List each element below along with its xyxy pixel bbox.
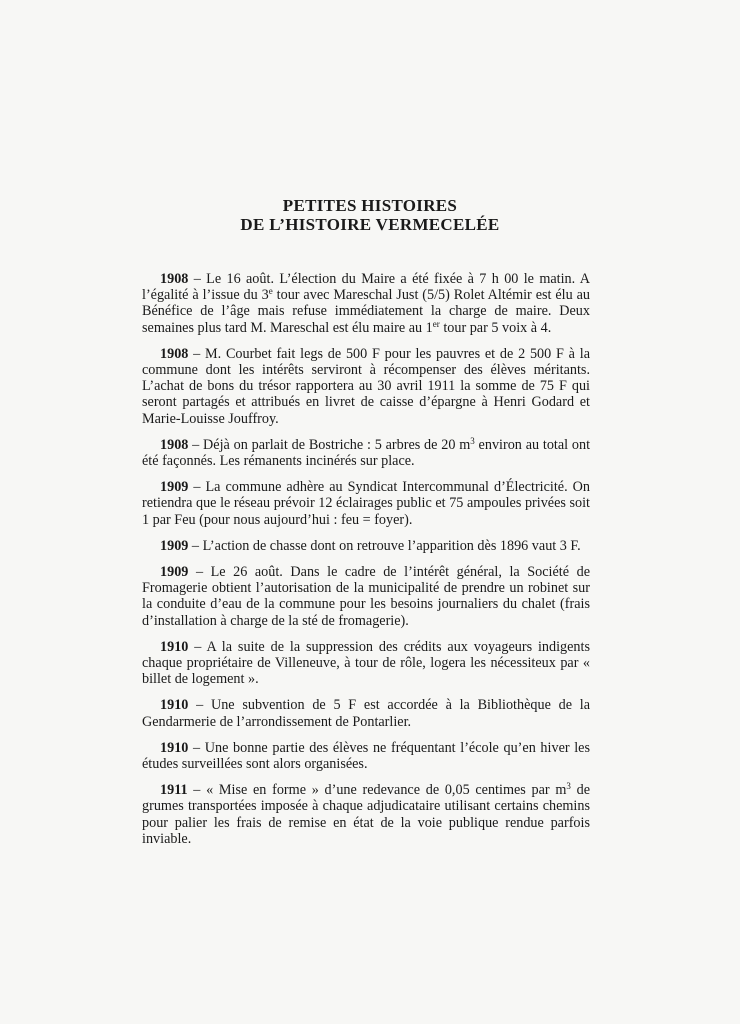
entry-text: – L’action de chasse dont on retrouve l’apparition dès 1896 vaut 3 F. (188, 537, 581, 554)
entry-text: tour avec Mareschal Just (5/5) Rolet Altémir est élu au Bénéfice de l’âge mais refuse immédiatement la charge de maire. Deux semaines plus tard M. Mareschal est élu maire au 1 (142, 287, 590, 336)
entry-text: environ au total ont été façonnés. Les rémanents incinérés sur place. (142, 436, 591, 470)
title-line-1: PETITES HISTOIRES (282, 196, 458, 215)
entry-paragraph (142, 740, 590, 772)
entry-year: 1908 (160, 345, 189, 362)
entry-text: tour par 5 voix à 4. (439, 319, 552, 336)
entry-text: – M. Courbet fait legs de 500 F pour les pauvres et de 2 500 F à la commune dont les intérêts serviront à récompenser des élèves méritants. L’achat de bons du trésor rapportera au 30 avril 1911 la somme de 75 F qui seront partagés et attribués en livret de caisse d’épargne à Henri Godard et Marie-Louisse Jouffroy. (142, 345, 590, 427)
entry-paragraph (142, 782, 590, 847)
entry-text: – Le 16 août. L’élection du Maire a été fixée à 7 h 00 le matin. A l’égalité à l’issue du 3 (142, 271, 590, 304)
entry-text: – A la suite de la suppression des crédits aux voyageurs indigents chaque propriétaire de Villeneuve, à tour de rôle, logera les nécessiteux par « billet de logement ». (142, 638, 590, 688)
entry-year: 1910 (160, 739, 189, 756)
entry-year: 1910 (160, 638, 189, 655)
entry-paragraph (142, 271, 590, 336)
entry-text: – Le 26 août. Dans le cadre de l’intérêt général, la Société de Fromagerie obtient l’autorisation de la municipalité de prendre un robinet sur la conduite d’eau de la commune pour les besoins journaliers du chalet (frais d’installation à charge de la sté de fromagerie). (142, 564, 590, 629)
entry-paragraph (142, 346, 590, 427)
entry-paragraph (142, 437, 590, 469)
entries-list (142, 271, 590, 857)
entry-year: 1909 (160, 537, 189, 554)
title-line-2: DE L’HISTOIRE VERMECELÉE (240, 215, 500, 234)
entry-text: – Une subvention de 5 F est accordée à la Bibliothèque de la Gendarmerie de l’arrondissement de Pontarlier. (142, 697, 590, 730)
entry-paragraph (142, 479, 590, 528)
superscript: er (432, 318, 440, 329)
entry-text: – Une bonne partie des élèves ne fréquentant l’école qu’en hiver les études surveillées sont alors organisées. (142, 739, 590, 773)
superscript: 3 (470, 435, 475, 446)
entry-year: 1911 (160, 782, 188, 799)
entry-text: de grumes transportées imposée à chaque adjudicataire utilisant certains chemins pour palier les frais de remise en état de la voie publique rendue parfois inviable. (142, 782, 590, 847)
entry-year: 1909 (160, 564, 189, 581)
entry-text: – La commune adhère au Syndicat Intercommunal d’Électricité. On retiendra que le réseau prévoir 12 éclairages public et 75 ampoules privées soit 1 par Feu (pour nous aujourd’hui : feu = foyer). (142, 479, 590, 528)
entry-paragraph (142, 564, 590, 629)
entry-year: 1908 (160, 271, 189, 287)
superscript: e (268, 286, 273, 297)
entry-year: 1910 (160, 697, 189, 714)
page-title (0, 196, 740, 234)
entry-paragraph (142, 639, 590, 688)
entry-paragraph (142, 538, 590, 554)
entry-year: 1908 (160, 436, 189, 453)
entry-paragraph (142, 697, 590, 729)
entry-year: 1909 (160, 479, 189, 496)
superscript: 3 (566, 781, 571, 792)
entry-text: – Déjà on parlait de Bostriche : 5 arbres de 20 m (188, 436, 471, 453)
entry-text: – « Mise en forme » d’une redevance de 0,05 centimes par m (187, 782, 567, 799)
